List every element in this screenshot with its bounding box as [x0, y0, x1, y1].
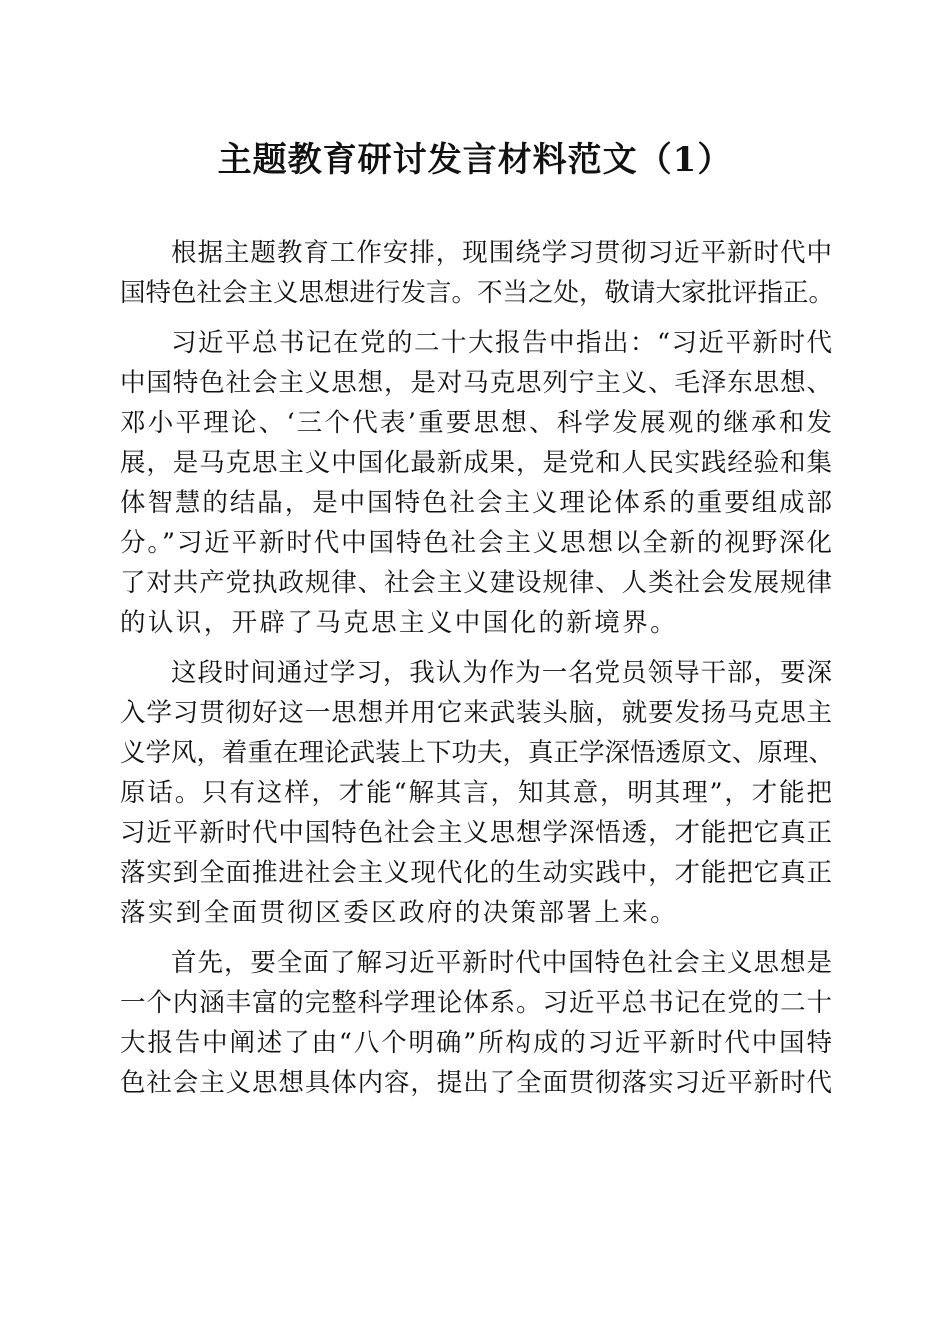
text-line: 中国特色社会主义思想，是对马克思列宁主义、毛泽东思想、	[120, 368, 832, 398]
text-line: 的认识，开辟了马克思主义中国化的新境界。	[120, 608, 679, 638]
text-line: 色社会主义思想具体内容，提出了全面贯彻落实习近平新时代	[120, 1068, 832, 1098]
text-line: 一个内涵丰富的完整科学理论体系。习近平总书记在党的二十	[120, 988, 832, 1018]
text-line: 了对共产党执政规律、社会主义建设规律、人类社会发展规律	[120, 568, 832, 598]
text-line: 习近平新时代中国特色社会主义思想学深悟透，才能把它真正	[120, 818, 832, 848]
paragraph-2	[120, 323, 832, 643]
text-line: 分。”习近平新时代中国特色社会主义思想以全新的视野深化	[120, 528, 832, 558]
document-title: 主题教育研讨发言材料范文（1）	[217, 140, 733, 180]
paragraph-1	[120, 233, 835, 313]
text-line: 大报告中阐述了由“八个明确”所构成的习近平新时代中国特	[120, 1028, 832, 1058]
text-line: 根据主题教育工作安排，现围绕学习贯彻习近平新时代中	[171, 238, 832, 268]
text-line: 习近平总书记在党的二十大报告中指出：“习近平新时代	[171, 328, 832, 358]
text-line: 入学习贯彻好这一思想并用它来武装头脑，就要发扬马克思主	[120, 698, 832, 728]
paragraph-3	[120, 653, 835, 933]
text-line: 展，是马克思主义中国化最新成果，是党和人民实践经验和集	[120, 448, 832, 478]
paragraph-4	[120, 943, 832, 1103]
document-body	[120, 233, 835, 1103]
text-line: 这段时间通过学习，我认为作为一名党员领导干部，要深	[171, 658, 832, 688]
text-line: 首先，要全面了解习近平新时代中国特色社会主义思想是	[171, 948, 832, 978]
text-line: 落实到全面推进社会主义现代化的生动实践中，才能把它真正	[120, 858, 832, 888]
text-line: 邓小平理论、‘三个代表’重要思想、科学发展观的继承和发	[120, 408, 832, 438]
text-line: 义学风，着重在理论武装上下功夫，真正学深悟透原文、原理、	[120, 738, 835, 768]
text-line: 原话。只有这样，才能“解其言，知其意，明其理”，才能把	[120, 778, 832, 808]
text-line: 体智慧的结晶，是中国特色社会主义理论体系的重要组成部	[120, 488, 832, 518]
text-line: 落实到全面贯彻区委区政府的决策部署上来。	[120, 898, 679, 928]
text-line: 国特色社会主义思想进行发言。不当之处，敬请大家批评指正。	[120, 278, 835, 308]
